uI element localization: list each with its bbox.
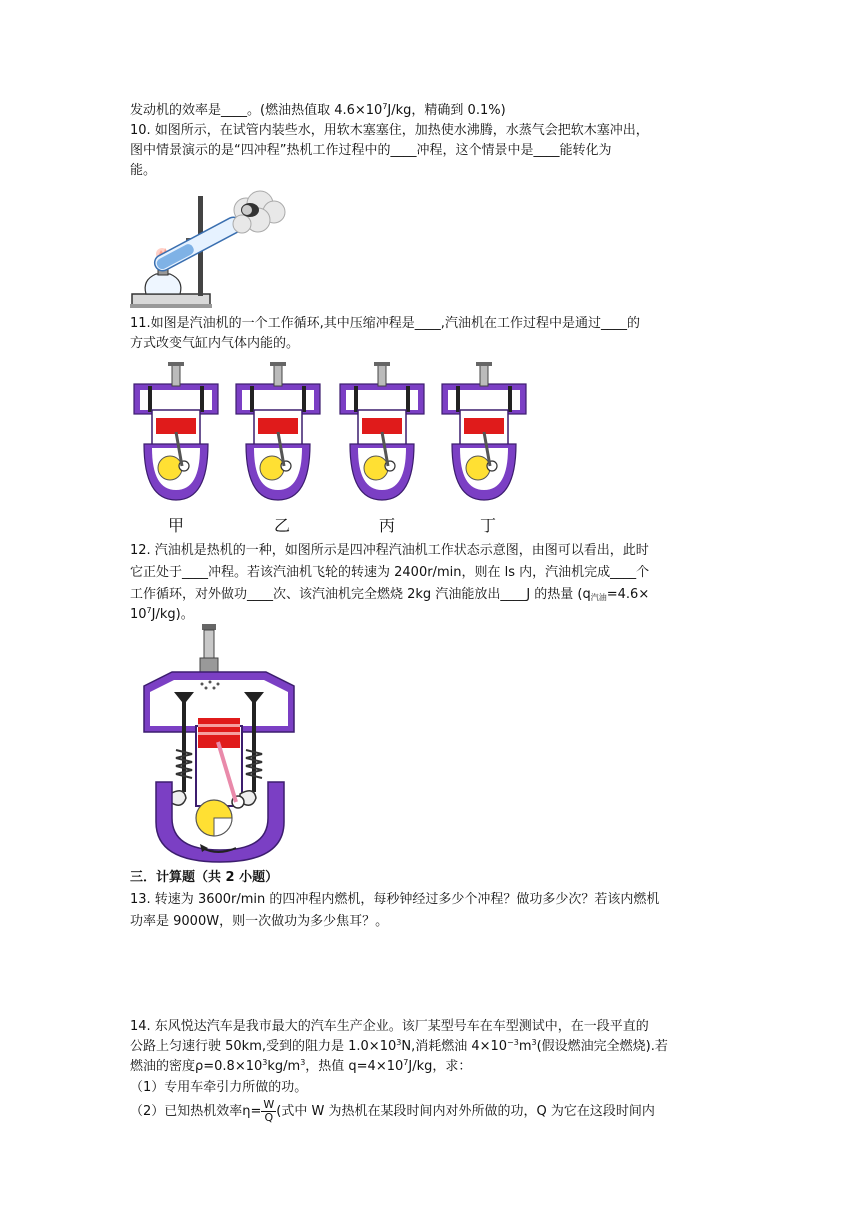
q9-line-1: 发动机的效率是____。(燃油热值取 $4.6\times 10^7J/kg$，精确到 0.1%) <box>130 102 506 118</box>
q10-line-3: 能。 <box>130 163 157 178</box>
four-stroke-cycle-figure <box>130 360 530 508</box>
q12-line-3: 工作循环，对外做功____次、该汽油机完全燃烧 2kg 汽油能放出____J 的热量 ($q_{汽油}=4.6\times$ <box>130 587 650 602</box>
q10-line-1: 10. 如图所示，在试管内装些水，用软木塞塞住，加热使水沸腾，水蒸气会把软木塞冲出， <box>130 123 649 138</box>
q12-line-2: 它正处于____冲程。若该汽油机飞轮的转速为 2400r/min，则在 ls 内，汽油机完成____个 <box>130 565 650 580</box>
q14-item-1: （1）专用车牵引力所做的功。 <box>130 1080 308 1095</box>
engine-label-ding: 丁 <box>479 516 496 535</box>
q14-line-3: 燃油的密度$\rho=0.8\times 10^3kg/m^3$，热值 $q=4\times 10^7J/kg$，求： <box>130 1058 472 1074</box>
q13-line-1: 13. 转速为 3600r/min 的四冲程内燃机，每秒钟经过多少个冲程？做功多少次？若该内燃机 <box>130 892 660 907</box>
q10-line-2: 图中情景演示的是“四冲程”热机工作过程中的____冲程，这个情景中是____能转化为 <box>130 143 612 158</box>
q13-line-2: 功率是 9000W，则一次做功为多少焦耳？。 <box>130 914 389 929</box>
efficiency-fraction: $\frac{W}{Q}$ <box>263 1098 275 1124</box>
q14-line-1: 14. 东风悦达汽车是我市最大的汽车生产企业。该厂某型号车在车型测试中，在一段平直的 <box>130 1019 649 1034</box>
test-tube-heating-figure <box>128 188 288 312</box>
engine-label-yi: 乙 <box>273 516 290 535</box>
section-3-heading: 三．计算题（共 2 小题） <box>130 870 279 885</box>
q14-item-2: （2）已知热机效率η= $\frac{W}{Q}$ (式中 W 为热机在某段时间内对外所做的功，Q 为它在这段时间内 <box>130 1098 655 1124</box>
q11-line-2: 方式改变气缸内气体内能的。 <box>130 336 300 351</box>
q14-line-2: 公路上匀速行驶 50km,受到的阻力是 $1.0\times 10^3N$,消耗燃油 $4\times 10^{-3}m^3$(假设燃油完全燃烧).若 <box>130 1038 668 1054</box>
q11-line-1: 11.如图是汽油机的一个工作循环,其中压缩冲程是____,汽油机在工作过程中是通过____的 <box>130 316 640 331</box>
q12-line-1: 12. 汽油机是热机的一种，如图所示是四冲程汽油机工作状态示意图，由图可以看出，此时 <box>130 543 649 558</box>
q12-line-4: $10^7J/kg$)。 <box>130 606 194 622</box>
engine-label-bing: 丙 <box>378 516 395 535</box>
engine-working-state-figure <box>140 622 300 866</box>
engine-label-jia: 甲 <box>167 516 184 535</box>
